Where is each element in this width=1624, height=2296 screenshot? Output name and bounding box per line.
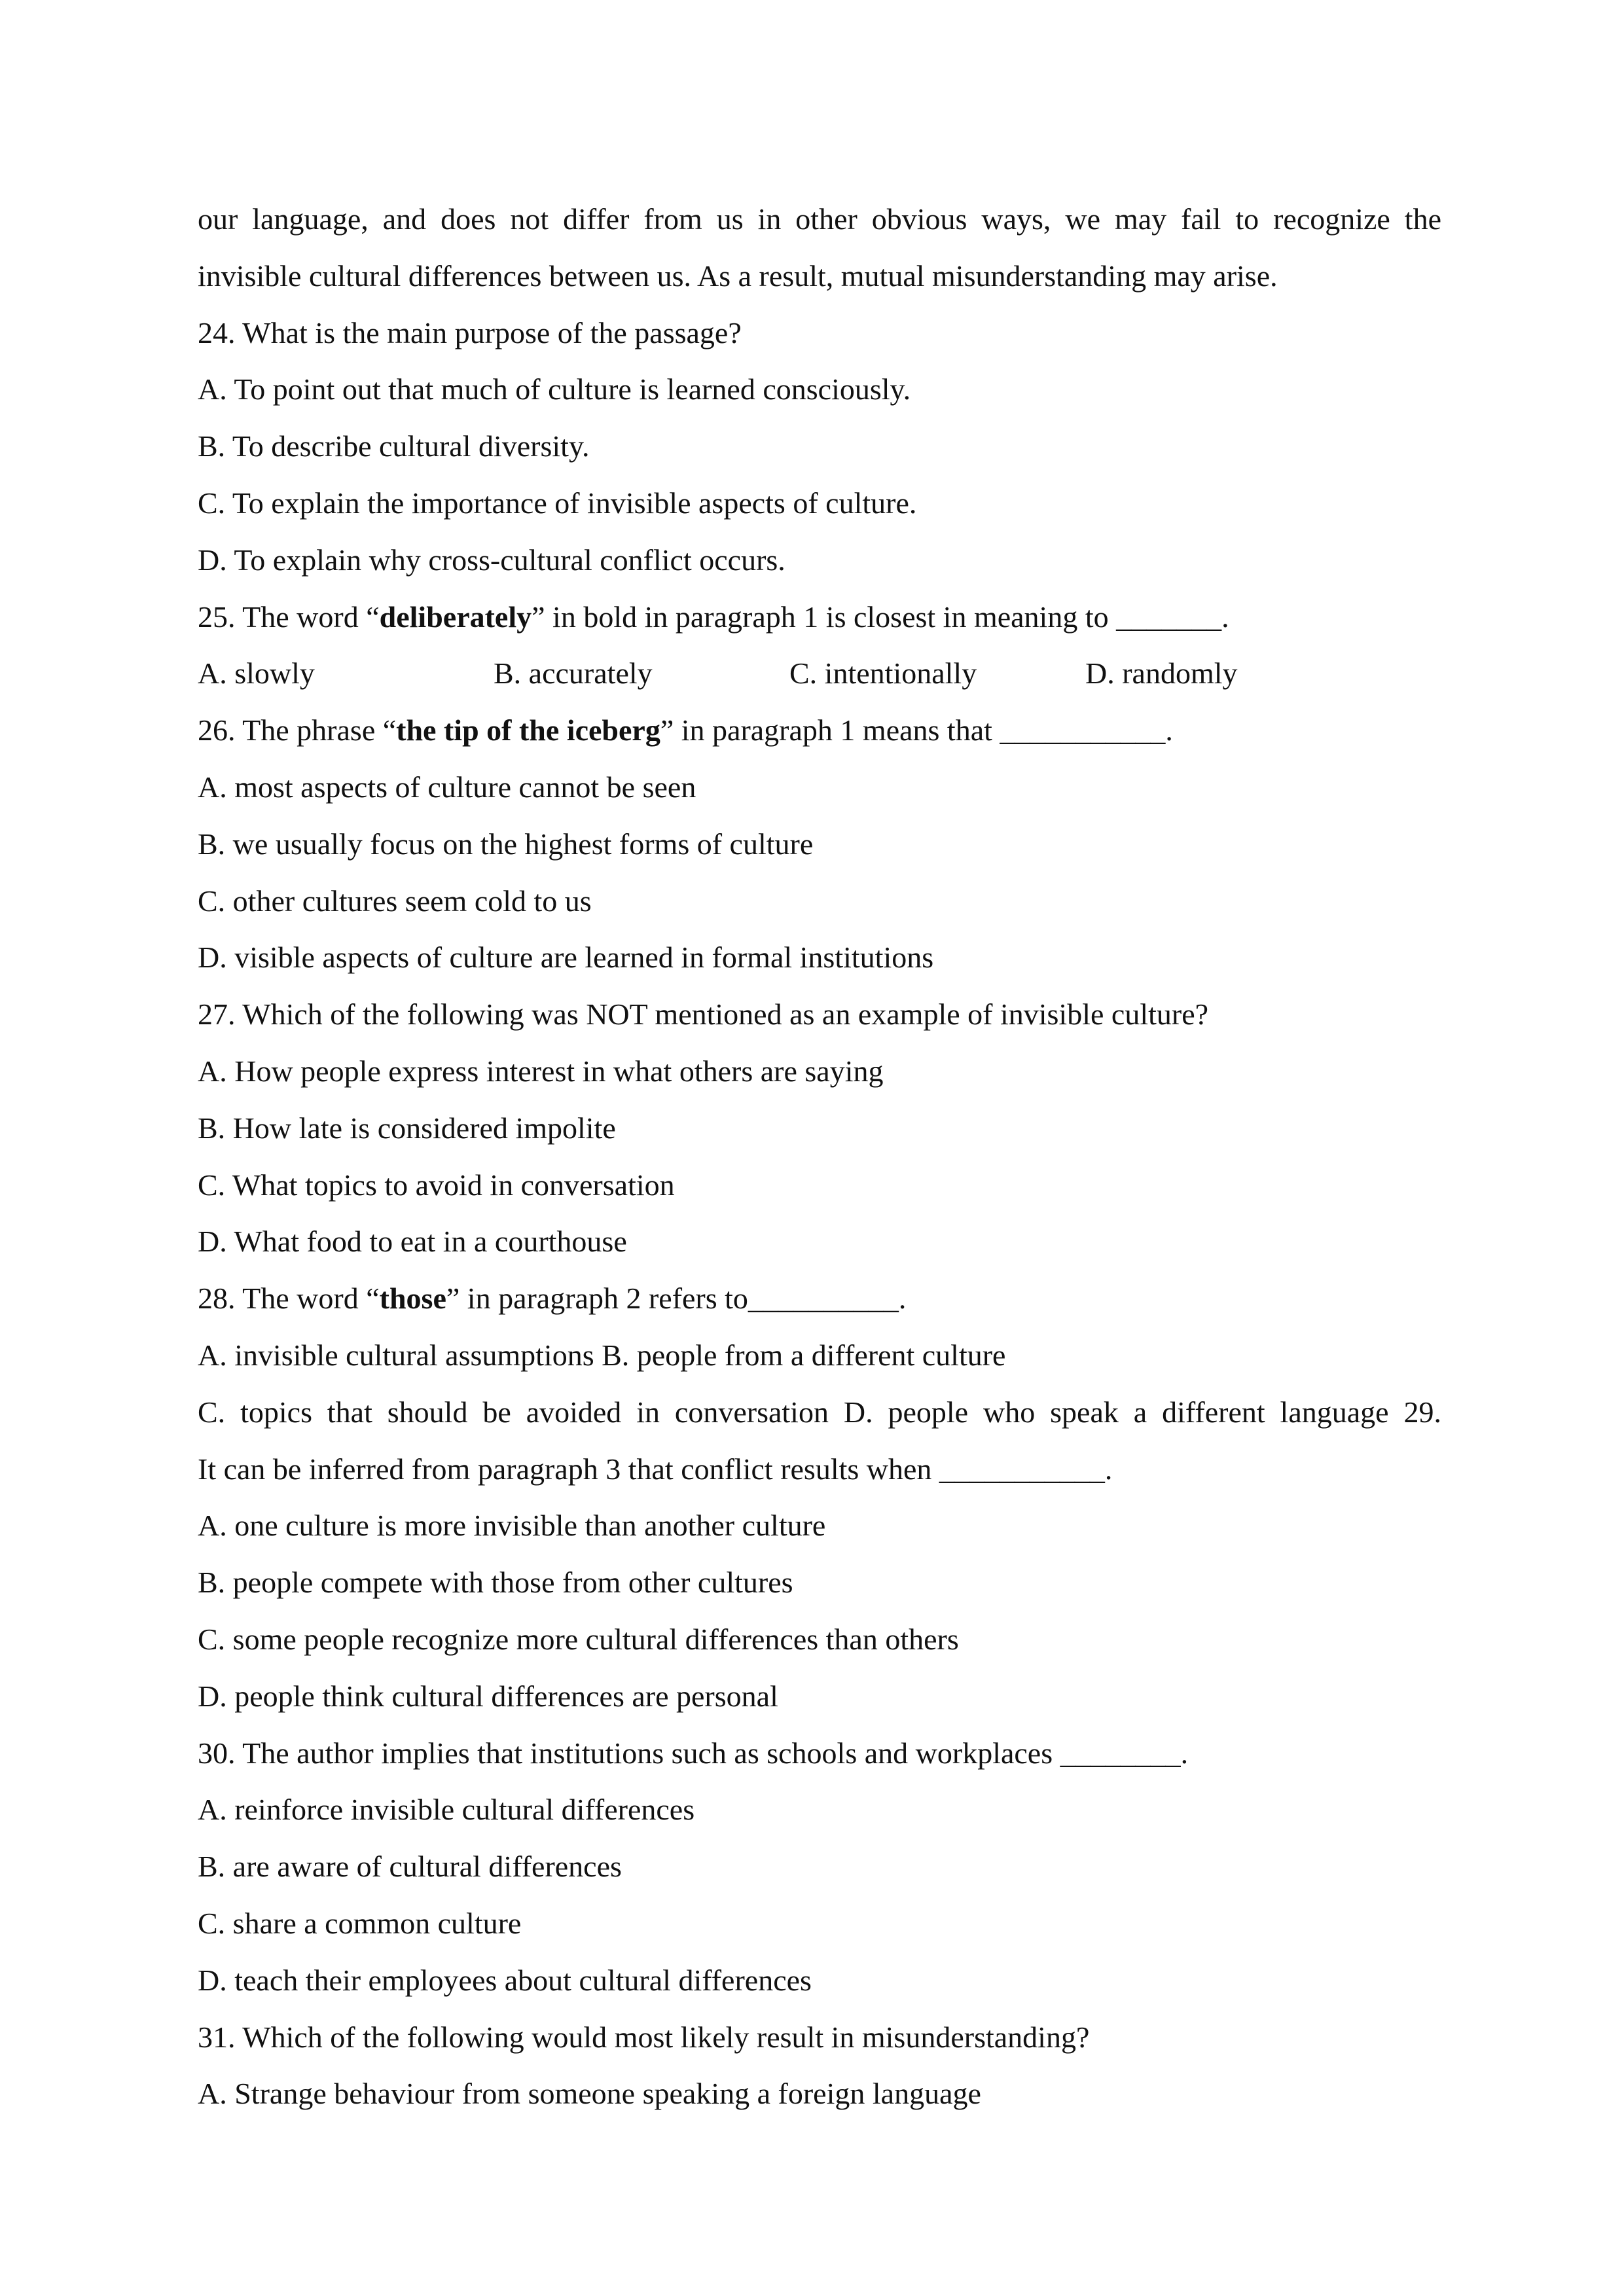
q26-option-d: D. visible aspects of culture are learned in formal institutions	[198, 941, 934, 975]
question-24: 24. What is the main purpose of the passage?	[198, 315, 742, 350]
q28-bold-term: those	[379, 1282, 446, 1316]
q25-options	[198, 645, 1441, 702]
q25-option-b: B. accurately	[494, 656, 653, 691]
q25-suffix: ” in bold in paragraph 1 is closest in meaning to _______.	[532, 600, 1229, 634]
q26-option-c: C. other cultures seem cold to us	[198, 884, 592, 918]
q24-option-d: D. To explain why cross-cultural conflict occurs.	[198, 543, 785, 577]
q25-option-a: A. slowly	[198, 656, 315, 691]
q27-option-a: A. How people express interest in what others are saying	[198, 1054, 884, 1088]
q27-option-d: D. What food to eat in a courthouse	[198, 1225, 627, 1259]
passage-line-2: invisible cultural differences between us. As a result, mutual misunderstanding may arise.	[198, 259, 1278, 293]
q30-option-a: A. reinforce invisible cultural differences	[198, 1793, 695, 1827]
q28-suffix: ” in paragraph 2 refers to__________.	[446, 1282, 907, 1316]
page-content	[198, 191, 1441, 2123]
q30-option-c: C. share a common culture	[198, 1906, 522, 1940]
q24-option-c: C. To explain the importance of invisible aspects of culture.	[198, 486, 917, 520]
q26-suffix: ” in paragraph 1 means that ___________.	[660, 713, 1173, 747]
q28-options-cd: C. topics that should be avoided in conversation D. people who speak a different language 29.	[198, 1395, 1441, 1429]
question-27: 27. Which of the following was NOT mentioned as an example of invisible culture?	[198, 997, 1209, 1031]
q29-option-b: B. people compete with those from other cultures	[198, 1566, 793, 1600]
q25-bold-term: deliberately	[379, 600, 532, 634]
q30-option-d: D. teach their employees about cultural differences	[198, 1963, 812, 1997]
question-31: 31. Which of the following would most likely result in misunderstanding?	[198, 2020, 1090, 2054]
q26-prefix: 26. The phrase “	[198, 713, 397, 747]
q24-option-b: B. To describe cultural diversity.	[198, 429, 590, 463]
q26-bold-term: the tip of the iceberg	[396, 713, 660, 747]
q25-option-d: D. randomly	[1085, 656, 1238, 691]
passage-line-1: our language, and does not differ from us in other obvious ways, we may fail to recognize the	[198, 202, 1441, 236]
q27-option-c: C. What topics to avoid in conversation	[198, 1168, 675, 1202]
q31-option-a: A. Strange behaviour from someone speaking a foreign language	[198, 2077, 981, 2111]
q29-option-d: D. people think cultural differences are personal	[198, 1679, 778, 1713]
question-30: 30. The author implies that institutions such as schools and workplaces ________.	[198, 1736, 1189, 1770]
question-28	[198, 1270, 1441, 1327]
q29-option-c: C. some people recognize more cultural differences than others	[198, 1622, 959, 1656]
question-26	[198, 702, 1441, 759]
question-25	[198, 589, 1441, 646]
q26-option-a: A. most aspects of culture cannot be seen	[198, 770, 696, 804]
q26-option-b: B. we usually focus on the highest forms of culture	[198, 827, 814, 861]
q29-option-a: A. one culture is more invisible than another culture	[198, 1509, 826, 1543]
q25-prefix: 25. The word “	[198, 600, 380, 634]
q25-option-c: C. intentionally	[789, 656, 977, 691]
q24-option-a: A. To point out that much of culture is learned consciously.	[198, 372, 911, 406]
q30-option-b: B. are aware of cultural differences	[198, 1850, 622, 1884]
question-29: It can be inferred from paragraph 3 that conflict results when ___________.	[198, 1452, 1113, 1486]
q28-options-ab: A. invisible cultural assumptions B. people from a different culture	[198, 1338, 1006, 1372]
q27-option-b: B. How late is considered impolite	[198, 1111, 616, 1145]
q28-prefix: 28. The word “	[198, 1282, 380, 1316]
